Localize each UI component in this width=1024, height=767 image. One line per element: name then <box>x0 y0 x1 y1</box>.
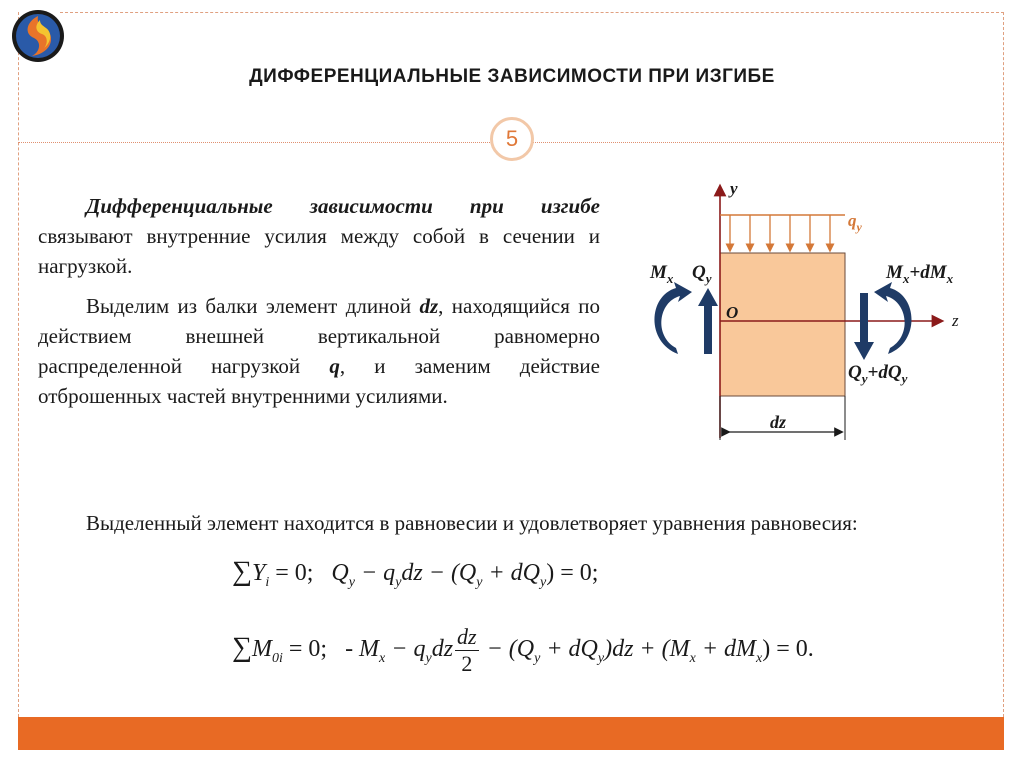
frame-top-border <box>60 12 1004 13</box>
fraction-dz-2: $\frac{dz}{2}$ <box>457 624 477 676</box>
beam-element-diagram <box>620 178 1000 448</box>
paragraph-2-var-q: q <box>329 354 340 378</box>
equation-1: $\sum Y_i = 0$; $Q_y - q_ydz - (Q_y + dQ_y) = 0$; <box>232 556 599 590</box>
frame-left-border <box>18 12 20 717</box>
paragraph-2 <box>38 291 600 411</box>
mx-left-arrow <box>655 282 693 354</box>
mx-right-arrow <box>874 282 912 354</box>
mx-left-label: $M_x$ <box>650 262 674 286</box>
qy-left-label: $Q_y$ <box>692 262 712 286</box>
equation-2: $\sum M_{0i} = 0$; - $M_x - q_ydz$ $\frac{dz}{2}$ − $(Q_y + dQ_y)dz + (M_x + dM_x) = 0$. <box>232 624 814 676</box>
bottom-accent-bar <box>18 717 1004 750</box>
slide-title: ДИФФЕРЕНЦИАЛЬНЫЕ ЗАВИСИМОСТИ ПРИ ИЗГИБЕ <box>249 66 775 87</box>
origin-label: O <box>726 303 739 322</box>
qy-left-arrow <box>698 288 718 354</box>
paragraph-2-part2: , находящийся по действием внешней вертикальной равномерно распределенной нагрузкой <box>38 294 600 378</box>
beam-element <box>720 253 845 396</box>
paragraph-2-var-dz: dz <box>419 294 439 318</box>
paragraph-2-part1: Выделим из балки элемент длиной <box>86 294 420 318</box>
mx-right-label: $M_x+dM_x$ <box>886 262 954 286</box>
paragraph-3: Выделенный элемент находится в равновесии и удовлетворяет уравнения равновесия: <box>86 511 858 535</box>
qy-right-label: $Q_y+dQ_y$ <box>848 362 908 386</box>
logo-icon <box>10 8 66 64</box>
frame-right-border <box>1003 12 1005 717</box>
dz-label: dz <box>770 412 787 432</box>
paragraph-2-part3: , и заменим действие отброшенных частей внутренними усилиями. <box>38 354 600 408</box>
page-number-badge: 5 <box>490 117 534 161</box>
paragraph-1-highlight: Дифференциальные зависимости при изгибе <box>86 194 600 218</box>
load-label: $q_y$ <box>848 211 862 234</box>
paragraph-1-text: связывают внутренние усилия между собой в сечении и нагрузкой. <box>38 224 600 278</box>
qy-right-arrow <box>854 293 874 360</box>
z-axis-label: z <box>952 311 959 330</box>
y-axis-label: y <box>730 179 738 198</box>
load-arrows <box>730 215 830 248</box>
paragraph-1 <box>38 191 600 281</box>
